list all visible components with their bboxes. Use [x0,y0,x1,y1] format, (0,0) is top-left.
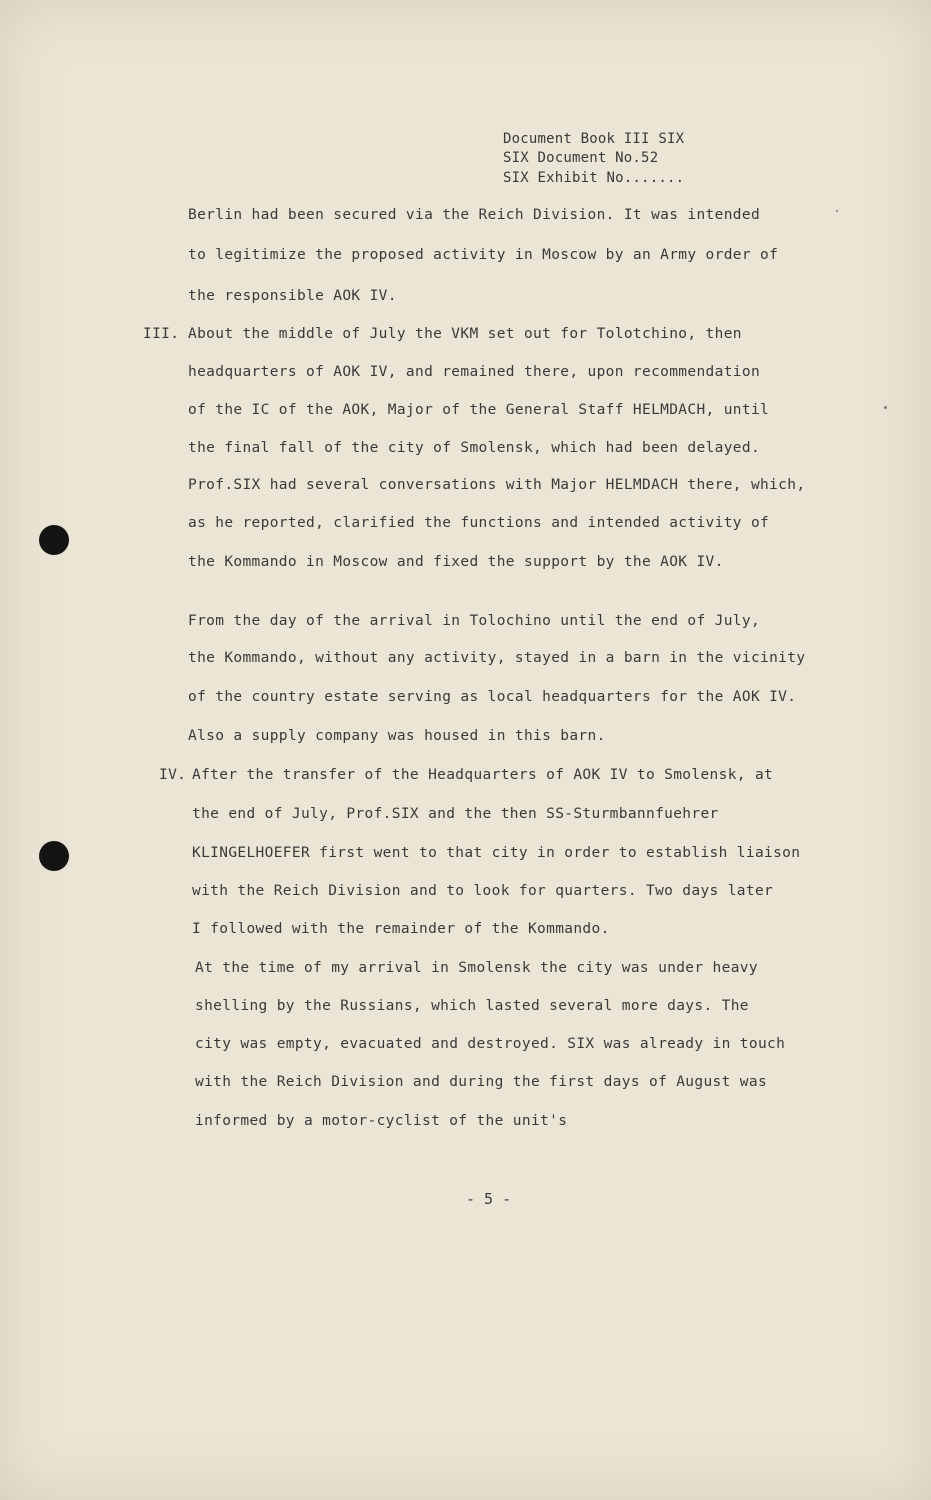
text-line: as he reported, clarified the functions and intended activity of [188,515,770,531]
page-number: - 5 - [466,1190,512,1208]
text-line: to legitimize the proposed activity in Moscow by an Army order of [188,247,779,263]
punch-hole-top [39,525,69,555]
text-line: the responsible AOK IV. [188,288,397,304]
text-line: city was empty, evacuated and destroyed. SIX was already in touch [195,1036,786,1052]
text-line: with the Reich Division and during the first days of August was [195,1074,768,1090]
text-line: headquarters of AOK IV, and remained there, upon recommendation [188,364,761,380]
paper-speck [884,406,887,409]
text-line: Prof.SIX had several conversations with Major HELMDACH there, which, [188,477,806,493]
text-line: Also a supply company was housed in this barn. [188,728,606,744]
text-line: of the IC of the AOK, Major of the General Staff HELMDACH, until [188,402,770,418]
text-line: the Kommando in Moscow and fixed the support by the AOK IV. [188,554,724,570]
text-line: Berlin had been secured via the Reich Division. It was intended [188,207,761,223]
text-line: After the transfer of the Headquarters of AOK IV to Smolensk, at [192,767,774,783]
text-line: From the day of the arrival in Tolochino until the end of July, [188,613,761,629]
text-line: the end of July, Prof.SIX and the then SS-Sturmbannfuehrer [192,806,719,822]
text-line: shelling by the Russians, which lasted several more days. The [195,998,749,1014]
section-number: III. [143,326,180,342]
text-line: At the time of my arrival in Smolensk the city was under heavy [195,960,758,976]
text-line: of the country estate serving as local headquarters for the AOK IV. [188,689,797,705]
text-line: I followed with the remainder of the Kommando. [192,921,610,937]
header-exhibit-number: SIX Exhibit No....... [503,170,685,186]
section-number: IV. [159,767,187,783]
paper-speck [836,210,838,212]
text-line: informed by a motor-cyclist of the unit's [195,1113,568,1129]
text-line: the Kommando, without any activity, stayed in a barn in the vicinity [188,650,806,666]
header-document-number: SIX Document No.52 [503,150,659,166]
punch-hole-bottom [39,841,69,871]
header-document-book: Document Book III SIX [503,131,685,147]
text-line: About the middle of July the VKM set out for Tolotchino, then [188,326,742,342]
text-line: with the Reich Division and to look for quarters. Two days later [192,883,774,899]
text-line: the final fall of the city of Smolensk, which had been delayed. [188,440,761,456]
text-line: KLINGELHOEFER first went to that city in order to establish liaison [192,845,801,861]
